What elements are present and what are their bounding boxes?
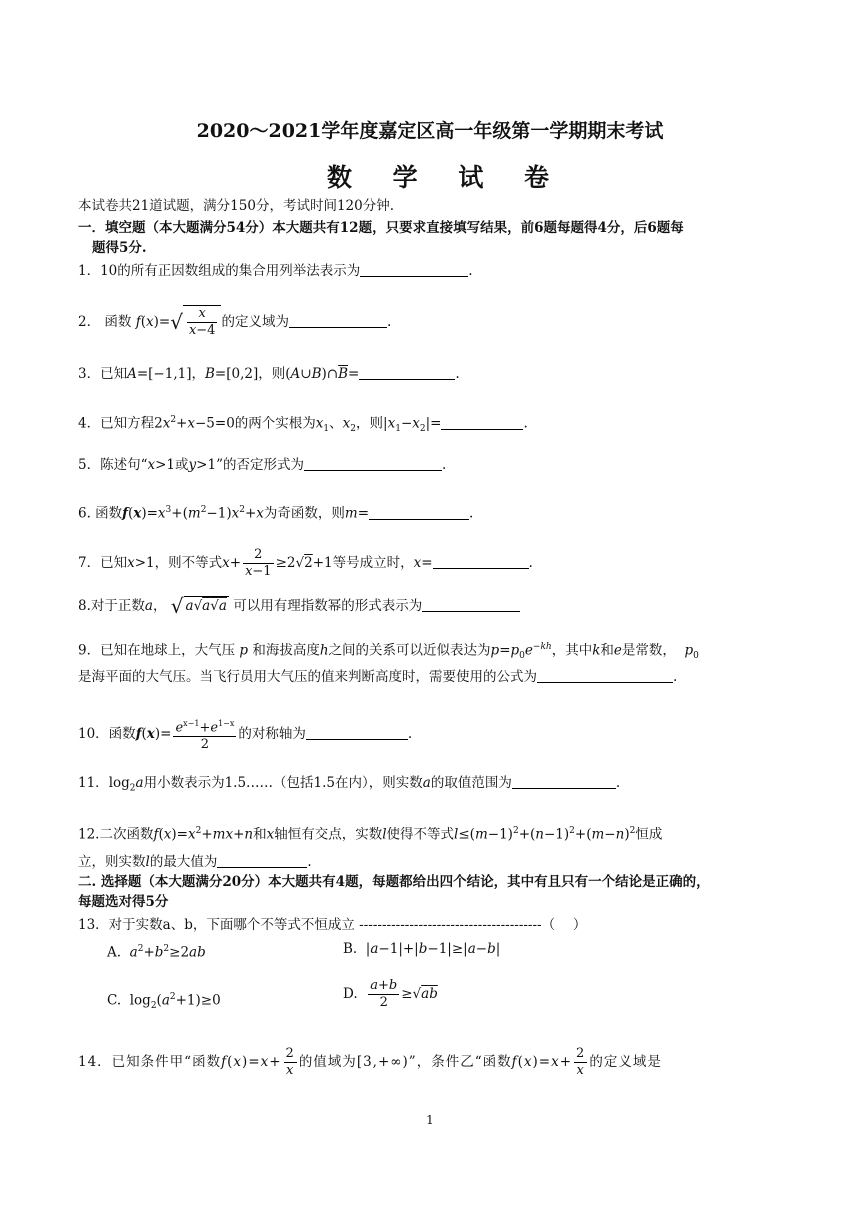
answer-blank[interactable]	[369, 505, 469, 520]
question-5: 5．陈述句“x>1或y>1”的否定形式为 .	[78, 457, 447, 473]
exam-subtitle: 数 学 试 卷	[326, 163, 566, 192]
question-8: 8.对于正数a， √ a√a√a 可以用有理指数幂的形式表示为	[78, 596, 520, 615]
question-12: 12.二次函数$f(x)=x^2+mx+n$和x轴恒有交点，实数l使得不等式$l\le(m-1)^2+(n-1)^2+(m-n)^2$恒成	[78, 826, 663, 843]
question-1: 1．10的所有正因数组成的集合用列举法表示为 .	[78, 263, 473, 279]
question-3: 3．已知A=[−1,1]，B=[0,2]，则$(A\cup B)\cap\overline{B}=$ .	[78, 366, 460, 382]
question-9: 9．已知在地球上，大气压 p 和海拔高度h之间的关系可以近似表达为$p=p_0e^{-kh}$，其中k和e是常数， $p_0$	[78, 642, 699, 662]
answer-blank[interactable]	[512, 774, 616, 789]
question-14: 14．已知条件甲“函数f(x)=x+ $\frac{2}{x}$ 的值域为[3,+∞)”，条件乙“函数f(x)=x+ $\frac{2}{x}$ 的定义域是	[78, 1046, 662, 1078]
exam-title: 2020～2021学年度嘉定区高一年级第一学期期末考试	[196, 120, 664, 142]
answer-blank[interactable]	[360, 262, 468, 277]
question-10: 10．函数f(x)= $\frac{e^{x-1}+e^{1-x}}{2}$ 的对称轴为 .	[78, 716, 412, 753]
option-c[interactable]: C. $\log_2(a^2+1)\ge 0$	[107, 992, 221, 1012]
option-b[interactable]: B. |a−1|+|b−1|≥|a−b|	[343, 941, 501, 957]
section1-heading-cont: 题得5分.	[92, 240, 147, 256]
question-7: 7．已知x>1，则不等式x+ $\frac{2}{x-1}$ ≥2√2+1等号成立时，x= .	[78, 547, 533, 579]
section2-heading-cont: 每题选对得5分	[78, 894, 169, 910]
answer-blank[interactable]	[537, 668, 673, 683]
question-2: 2． 函数 f(x)=√ $\frac{x}{x-4}$ 的定义域为 .	[78, 306, 392, 338]
option-d[interactable]: D. $\frac{a+b}{2}$ ≥√ab	[343, 978, 438, 1010]
page-number: 1	[426, 1113, 434, 1127]
option-a[interactable]: A. $a^2+b^2\ge 2ab$	[107, 944, 206, 961]
answer-blank[interactable]	[441, 415, 523, 430]
answer-blank[interactable]	[433, 554, 529, 569]
answer-blank[interactable]	[359, 365, 455, 380]
answer-blank[interactable]	[422, 597, 520, 612]
question-12-cont: 立，则实数l的最大值为 .	[78, 854, 312, 870]
intro-text: 本试卷共21道试题，满分150分，考试时间120分钟.	[78, 198, 395, 214]
question-13: 13．对于实数a、b，下面哪个不等式不恒成立 ----------------------------------------（ ）	[78, 917, 587, 933]
answer-blank[interactable]	[217, 853, 307, 868]
answer-blank[interactable]	[289, 313, 387, 328]
question-9-cont: 是海平面的大气压。当飞行员用大气压的值来判断高度时，需要使用的公式为 .	[78, 669, 678, 685]
answer-blank[interactable]	[304, 456, 442, 471]
question-6: 6. 函数$f(x)=x^3+(m^2-1)x^2+x$为奇函数，则m= .	[78, 505, 474, 522]
question-11: 11．$\log_2a$用小数表示为1.5……（包括1.5在内），则实数a的取值范围为 .	[78, 775, 621, 794]
answer-blank[interactable]	[306, 725, 408, 740]
question-4: 4．已知方程$2x^2+x-5=0$的两个实根为$x_1$、$x_2$，则$|x_1-x_2|=$ .	[78, 415, 528, 435]
section1-heading: 一．填空题（本大题满分54分）本大题共有12题，只要求直接填写结果，前6题每题得4分，后6题每	[78, 220, 684, 236]
section2-heading: 二. 选择题（本大题满分20分）本大题共有4题，每题都给出四个结论，其中有且只有一个结论是正确的，	[78, 874, 710, 890]
